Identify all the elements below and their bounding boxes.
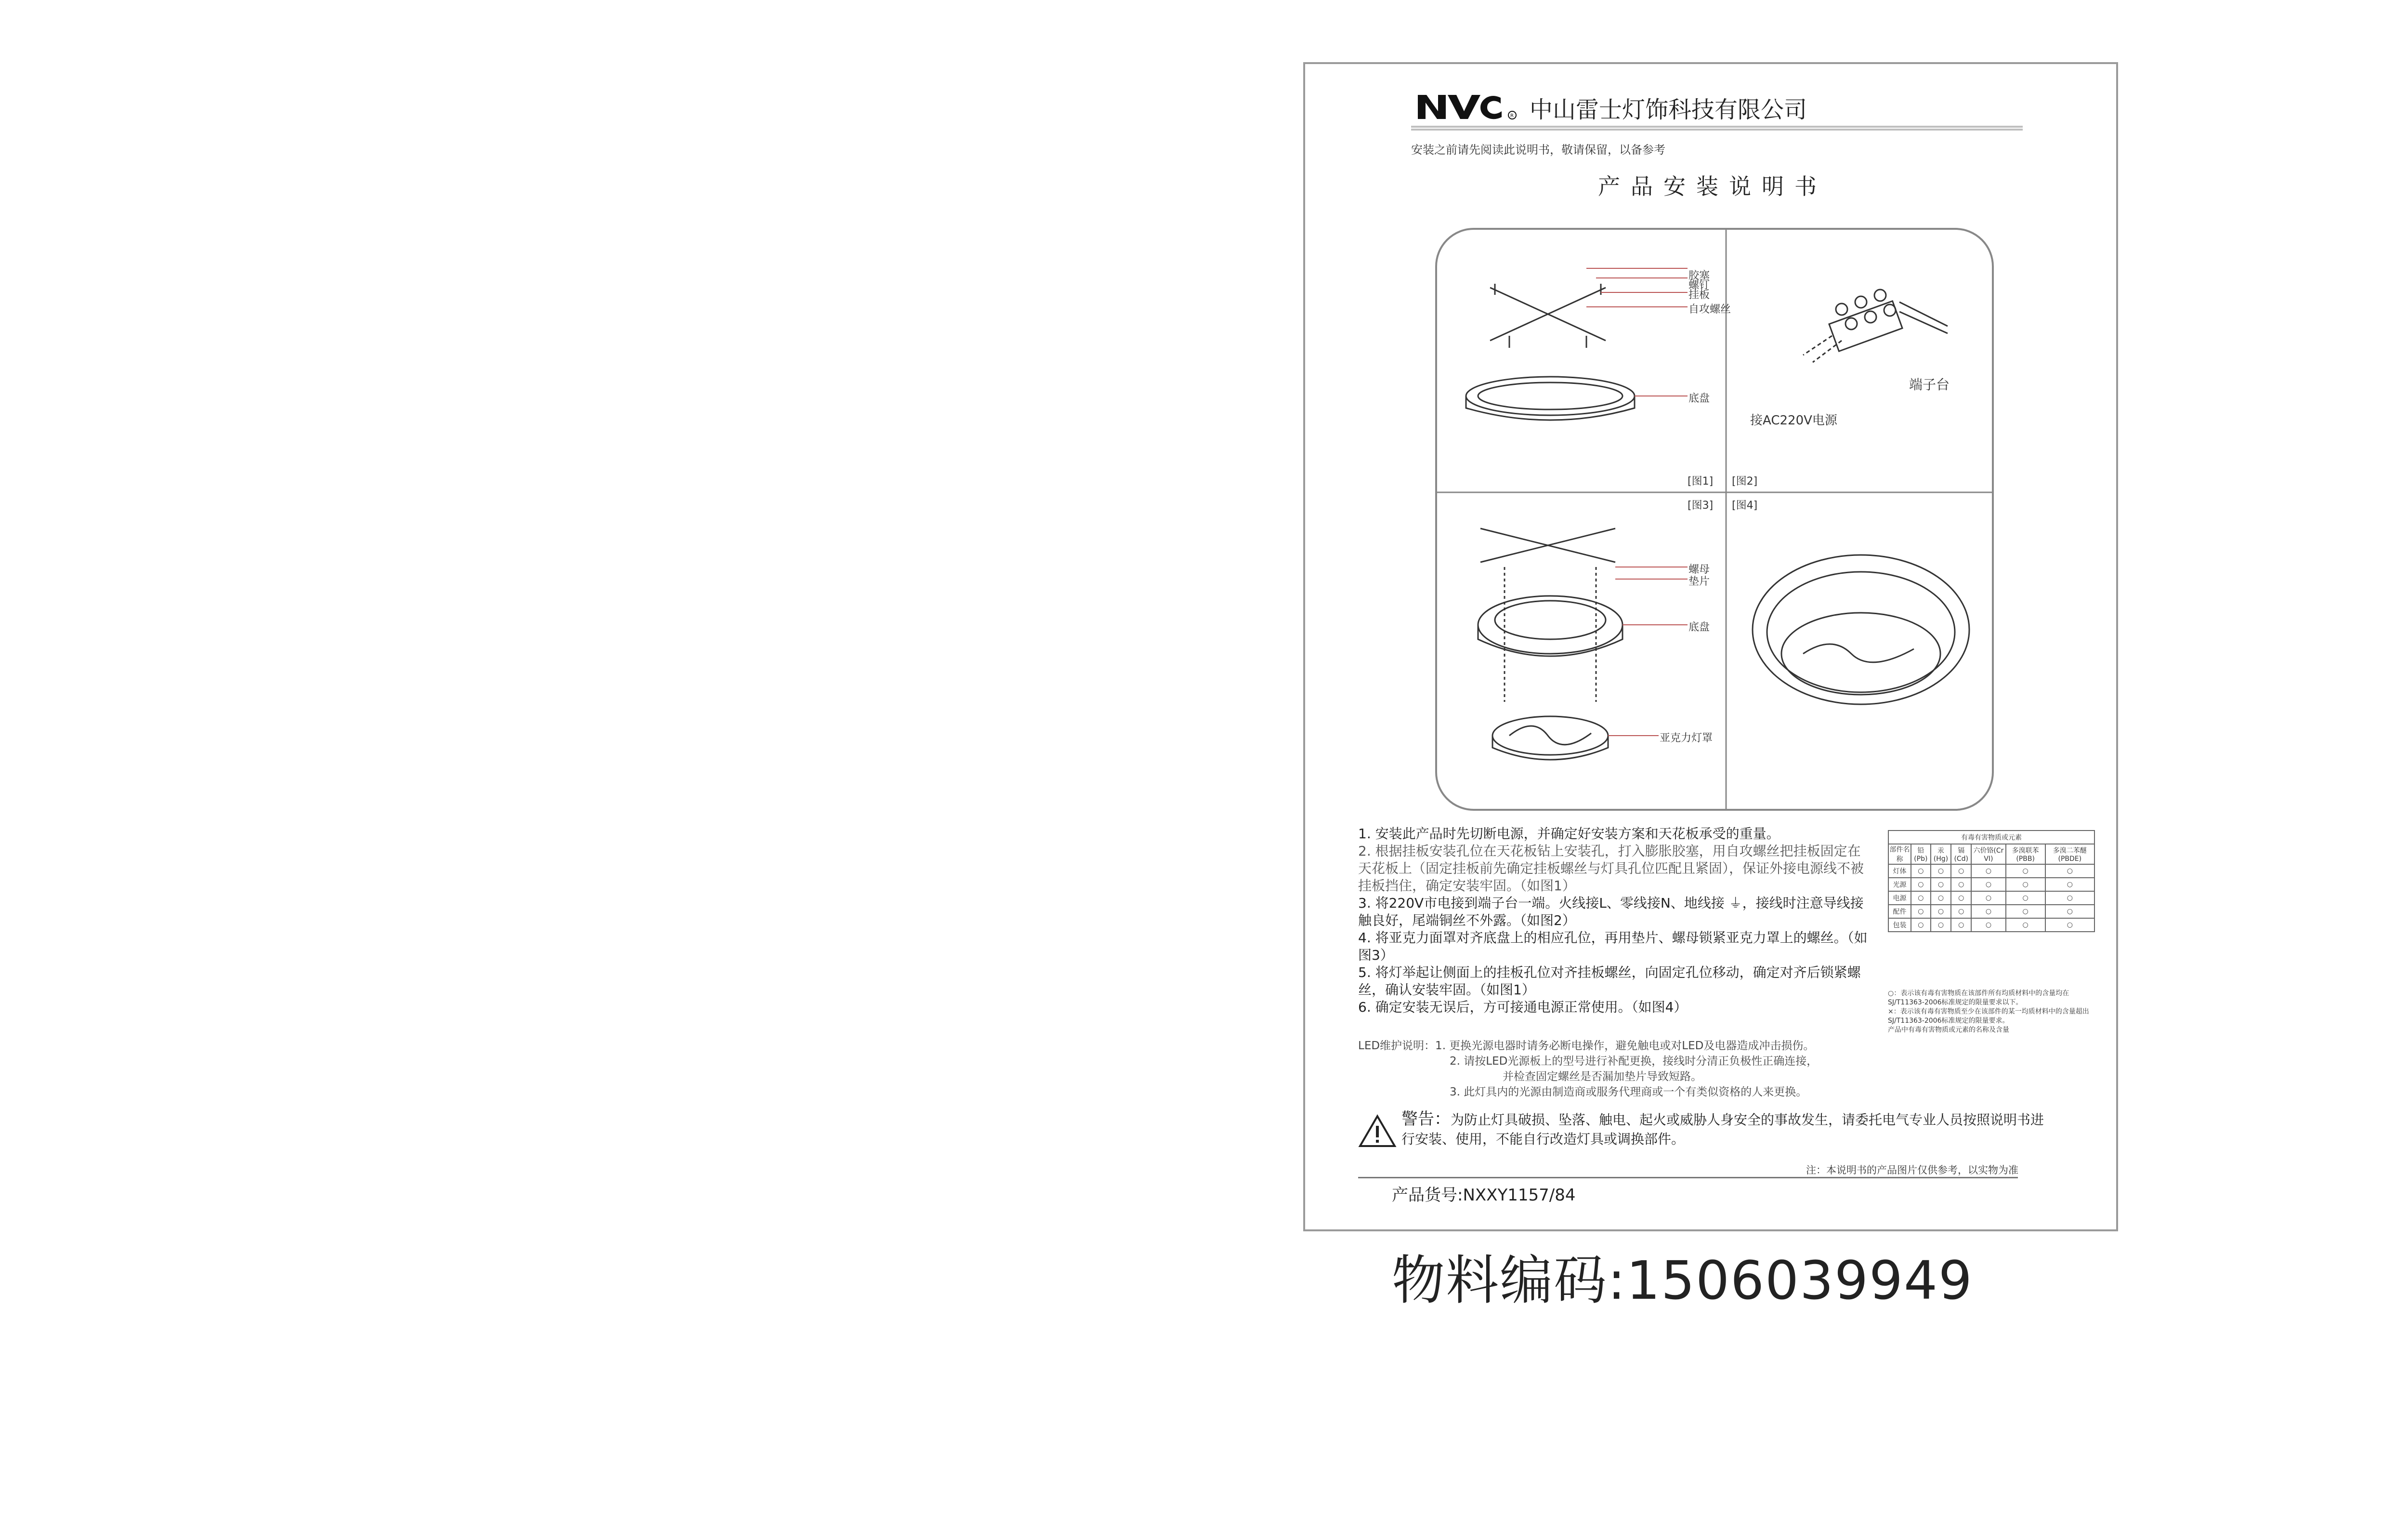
instruction-step-2: 2. 根据挂板安装孔位在天花板钻上安装孔，打入膨胀胶塞，用自攻螺丝把挂板固定在天花板上（固定挂板前先确定挂板螺丝与灯具孔位匹配且紧固），保证外接电源线不被挂板挡住，确定安装牢固。（如图1） <box>1358 843 1864 894</box>
spec-cell: 光源 <box>1888 878 1911 891</box>
spec-cell: ○ <box>1911 905 1931 918</box>
spec-cell: ○ <box>1951 878 1971 891</box>
callout-lampshade: 亚克力灯罩 <box>1660 732 1713 744</box>
figure-4-drawing <box>1753 555 1969 704</box>
figure-2-drawing <box>1803 290 1948 362</box>
spec-cell: ○ <box>1951 918 1971 932</box>
spec-header: 六价铬(Cr VI) <box>1971 844 2005 864</box>
spec-cell: ○ <box>1971 878 2005 891</box>
spec-cell: ○ <box>1951 905 1971 918</box>
spec-cell: ○ <box>1951 864 1971 878</box>
spec-cell: ○ <box>1931 891 1951 905</box>
figure-1-drawing <box>1466 268 1688 420</box>
led-maintenance-notes <box>1358 1038 1898 1100</box>
instruction-step-6: 6. 确定安装无误后，方可接通电源正常使用。（如图4） <box>1358 999 1688 1015</box>
figure-3-drawing <box>1478 528 1688 760</box>
maintenance-line-4: 3. 此灯具内的光源由制造商或服务代理商或一个有类似资格的人来更换。 <box>1450 1086 1807 1098</box>
product-number: 产品货号:NXXY1157/84 <box>1392 1186 1576 1205</box>
svg-text:R: R <box>1510 113 1514 119</box>
warning-triangle-icon <box>1358 1114 1397 1150</box>
spec-cell: ○ <box>2045 918 2094 932</box>
table-row <box>1888 891 2094 905</box>
material-code: 物料编码:1506039949 <box>1392 1250 1973 1311</box>
instruction-step-5: 5. 将灯举起让侧面上的挂板孔位对齐挂板螺丝，向固定孔位移动，确定对齐后锁紧螺丝，确认安装牢固。（如图1） <box>1358 964 1861 998</box>
instruction-step-4: 4. 将亚克力面罩对齐底盘上的相应孔位，再用垫片、螺母锁紧亚克力罩上的螺丝。（如图3） <box>1358 930 1868 963</box>
spec-header: 部件名称 <box>1888 844 1911 864</box>
spec-header: 铅(Pb) <box>1911 844 1931 864</box>
footer-note: 注：本说明书的产品图片仅供参考，以实物为准 <box>1806 1164 2018 1176</box>
callout-base-2: 底盘 <box>1688 621 1710 633</box>
callout-self-tap-screw: 自攻螺丝 <box>1688 303 1731 316</box>
instruction-sheet <box>1303 62 2118 1231</box>
spec-cell: 电源 <box>1888 891 1911 905</box>
spec-cell: ○ <box>1931 864 1951 878</box>
spec-cell: 包装 <box>1888 918 1911 932</box>
spec-note-3: 产品中有毒有害物质或元素的名称及含量 <box>1888 1026 2009 1034</box>
pre-install-note: 安装之前请先阅读此说明书，敬请保留，以备参考 <box>1411 143 1665 157</box>
table-row <box>1888 878 2094 891</box>
installation-instructions <box>1358 825 1869 1016</box>
callout-screw: 螺钉 <box>1688 279 1710 291</box>
spec-cell: ○ <box>2045 891 2094 905</box>
callout-washer: 垫片 <box>1688 576 1710 588</box>
callout-nut: 螺母 <box>1688 564 1710 576</box>
spec-cell: ○ <box>1931 905 1951 918</box>
spec-cell: ○ <box>2006 864 2045 878</box>
spec-cell: 灯体 <box>1888 864 1911 878</box>
spec-cell: ○ <box>2006 891 2045 905</box>
table-row <box>1888 918 2094 932</box>
spec-header: 汞(Hg) <box>1931 844 1951 864</box>
spec-cell: ○ <box>2006 918 2045 932</box>
spec-cell: ○ <box>2006 905 2045 918</box>
figure-3-label: [图3] <box>1688 500 1714 512</box>
spec-cell: 配件 <box>1888 905 1911 918</box>
spec-cell: ○ <box>1951 891 1971 905</box>
spec-cell: ○ <box>1971 918 2005 932</box>
spec-cell: ○ <box>2045 864 2094 878</box>
figure-2-label: [图2] <box>1732 475 1758 488</box>
spec-table-notes <box>1888 989 2100 1035</box>
warning-label: 警告： <box>1401 1109 1451 1129</box>
spec-header: 多溴二苯醚(PBDE) <box>2045 844 2094 864</box>
callout-mount-bracket: 挂板 <box>1688 289 1710 301</box>
callout-expansion-plug: 胶塞 <box>1688 270 1710 282</box>
hazardous-substance-table <box>1888 830 2095 932</box>
spec-header: 多溴联苯(PBB) <box>2006 844 2045 864</box>
spec-cell: ○ <box>1971 905 2005 918</box>
spec-cell: ○ <box>2045 878 2094 891</box>
callout-ac-power: 接AC220V电源 <box>1750 413 1837 428</box>
warning-body: 为防止灯具破损、坠落、触电、起火或威胁人身安全的事故发生，请委托电气专业人员按照说明书进行安装、使用，不能自行改造灯具或调换部件。 <box>1401 1112 2044 1147</box>
spec-cell: ○ <box>1911 864 1931 878</box>
table-row <box>1888 864 2094 878</box>
maintenance-line-1: LED维护说明：1. 更换光源电器时请务必断电操作，避免触电或对LED及电器造成冲击损伤。 <box>1358 1040 1815 1052</box>
spec-cell: ○ <box>2045 905 2094 918</box>
nvc-logo <box>1416 87 1527 124</box>
spec-cell: ○ <box>1911 918 1931 932</box>
footer-rule <box>1358 1177 2018 1178</box>
table-row <box>1888 905 2094 918</box>
spec-header: 镉(Cd) <box>1951 844 1971 864</box>
maintenance-line-3: 并检查固定螺丝是否漏加垫片导致短路。 <box>1503 1070 1702 1083</box>
maintenance-line-2: 2. 请按LED光源板上的型号进行补配更换，接线时分清正负极性正确连接， <box>1450 1055 1818 1068</box>
document-title: 产品安装说明书 <box>1598 173 1827 199</box>
warning-text <box>1401 1109 2047 1149</box>
spec-table-title: 有毒有害物质或元素 <box>1888 831 2094 844</box>
installation-diagrams <box>1437 230 1994 811</box>
figure-panel <box>1435 228 1994 811</box>
callout-terminal-block: 端子台 <box>1909 377 1950 393</box>
spec-cell: ○ <box>1911 891 1931 905</box>
spec-cell: ○ <box>1971 891 2005 905</box>
spec-cell: ○ <box>1911 878 1931 891</box>
company-name: 中山雷士灯饰科技有限公司 <box>1530 96 1807 123</box>
spec-cell: ○ <box>1931 878 1951 891</box>
spec-cell: ○ <box>1931 918 1951 932</box>
spec-note-2: ×：表示该有毒有害物质至少在该部件的某一均质材料中的含量超出SJ/T11363-2006标准规定的限量要求。 <box>1888 1008 2089 1025</box>
figure-1-label: [图1] <box>1688 475 1714 488</box>
instruction-step-3: 3. 将220V市电接到端子台一端。火线接L、零线接N、地线接 ⏚，接线时注意导线接触良好，尾端铜丝不外露。（如图2） <box>1358 895 1864 928</box>
spec-cell: ○ <box>2006 878 2045 891</box>
callout-base: 底盘 <box>1688 393 1710 405</box>
header-rule <box>1411 126 2023 131</box>
spec-note-1: ○：表示该有毒有害物质在该部件所有均质材料中的含量均在SJ/T11363-2006标准规定的限量要求以下。 <box>1888 989 2069 1006</box>
instruction-step-1: 1. 安装此产品时先切断电源，并确定好安装方案和天花板承受的重量。 <box>1358 826 1780 842</box>
figure-4-label: [图4] <box>1732 500 1758 512</box>
spec-cell: ○ <box>1971 864 2005 878</box>
